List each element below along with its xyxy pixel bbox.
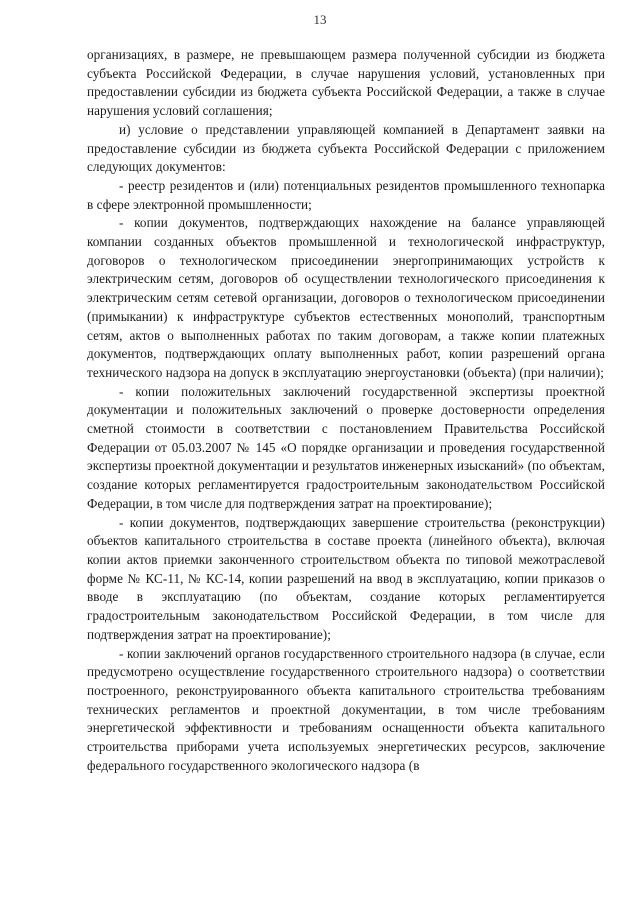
list-item-residents-registry: - реестр резидентов и (или) потенциальных резидентов промышленного технопарка в сфере электронной промышленности; [87,177,605,212]
list-item-construction-supervision: - копии заключений органов государственного строительного надзора (в случае, если предусмотрено осуществление государственного строительного надзора) о соответствии построенного, реконструированного объекта капитального строительства требованиям технических регламентов и проектной документации, в том числе требованиям энергетической эффективности и требованиям оснащенности объекта капитального строительства приборами учета используемых энергетических ресурсов, заключение федерального государственного экологического надзора (в [87,645,605,773]
paragraph-condition-i: и) условие о представлении управляющей компанией в Департамент заявки на предоставление субсидии из бюджета субъекта Российской Федерации с приложением следующих документов: [87,121,605,175]
list-item-balance-documents: - копии документов, подтверждающих нахождение на балансе управляющей компании созданных объектов промышленной и технологической инфраструктур, договоров о технологическом присоединении энергопринимающих устройств к электрическим сетям, договоров об осуществлении технологического присоединения к электрическим сетям сетевой организации, договоров о технологическом присоединении (примыкании) к инфраструктуре субъектов естественных монополий, транспортным сетям, актов о выполненных работах по таким договорам, а также копии платежных документов, подтверждающих оплату выполненных работ, копии разрешений органа технического надзора на допуск в эксплуатацию энергоустановки (объекта) (при наличии); [87,215,605,380]
document-body [87,46,605,775]
list-item-construction-completion: - копии документов, подтверждающих завершение строительства (реконструкции) объектов капитального строительства в составе проекта (линейного объекта), включая копии актов приемки законченного строительством объекта по типовой межотраслевой форме № КС-11, № КС-14, копии разрешений на ввод в эксплуатацию, копии приказов о вводе в эксплуатацию (по объектам, создание которых регламентируется градостроительным законодательством Российской Федерации, в том числе для подтверждения затрат на проектирование); [87,514,605,642]
list-item-state-expertise: - копии положительных заключений государственной экспертизы проектной документации и положительных заключений о проверке достоверности определения сметной стоимости в соответствии с постановлением Правительства Российской Федерации от 05.03.2007 № 145 «О порядке организации и проведения государственной экспертизы проектной документации и результатов инженерных изысканий» (по объектам, создание которых регламентируется градостроительным законодательством Российской Федерации, в том числе для подтверждения затрат на проектирование); [87,383,605,511]
page-number: 13 [313,12,327,27]
paragraph-continuation: организациях, в размере, не превышающем размера полученной субсидии из бюджета субъекта Российской Федерации, в случае нарушения условий, установленных при предоставлении субсидии из бюджета субъекта Российской Федерации, а также в случае нарушения условий соглашения; [87,47,605,119]
